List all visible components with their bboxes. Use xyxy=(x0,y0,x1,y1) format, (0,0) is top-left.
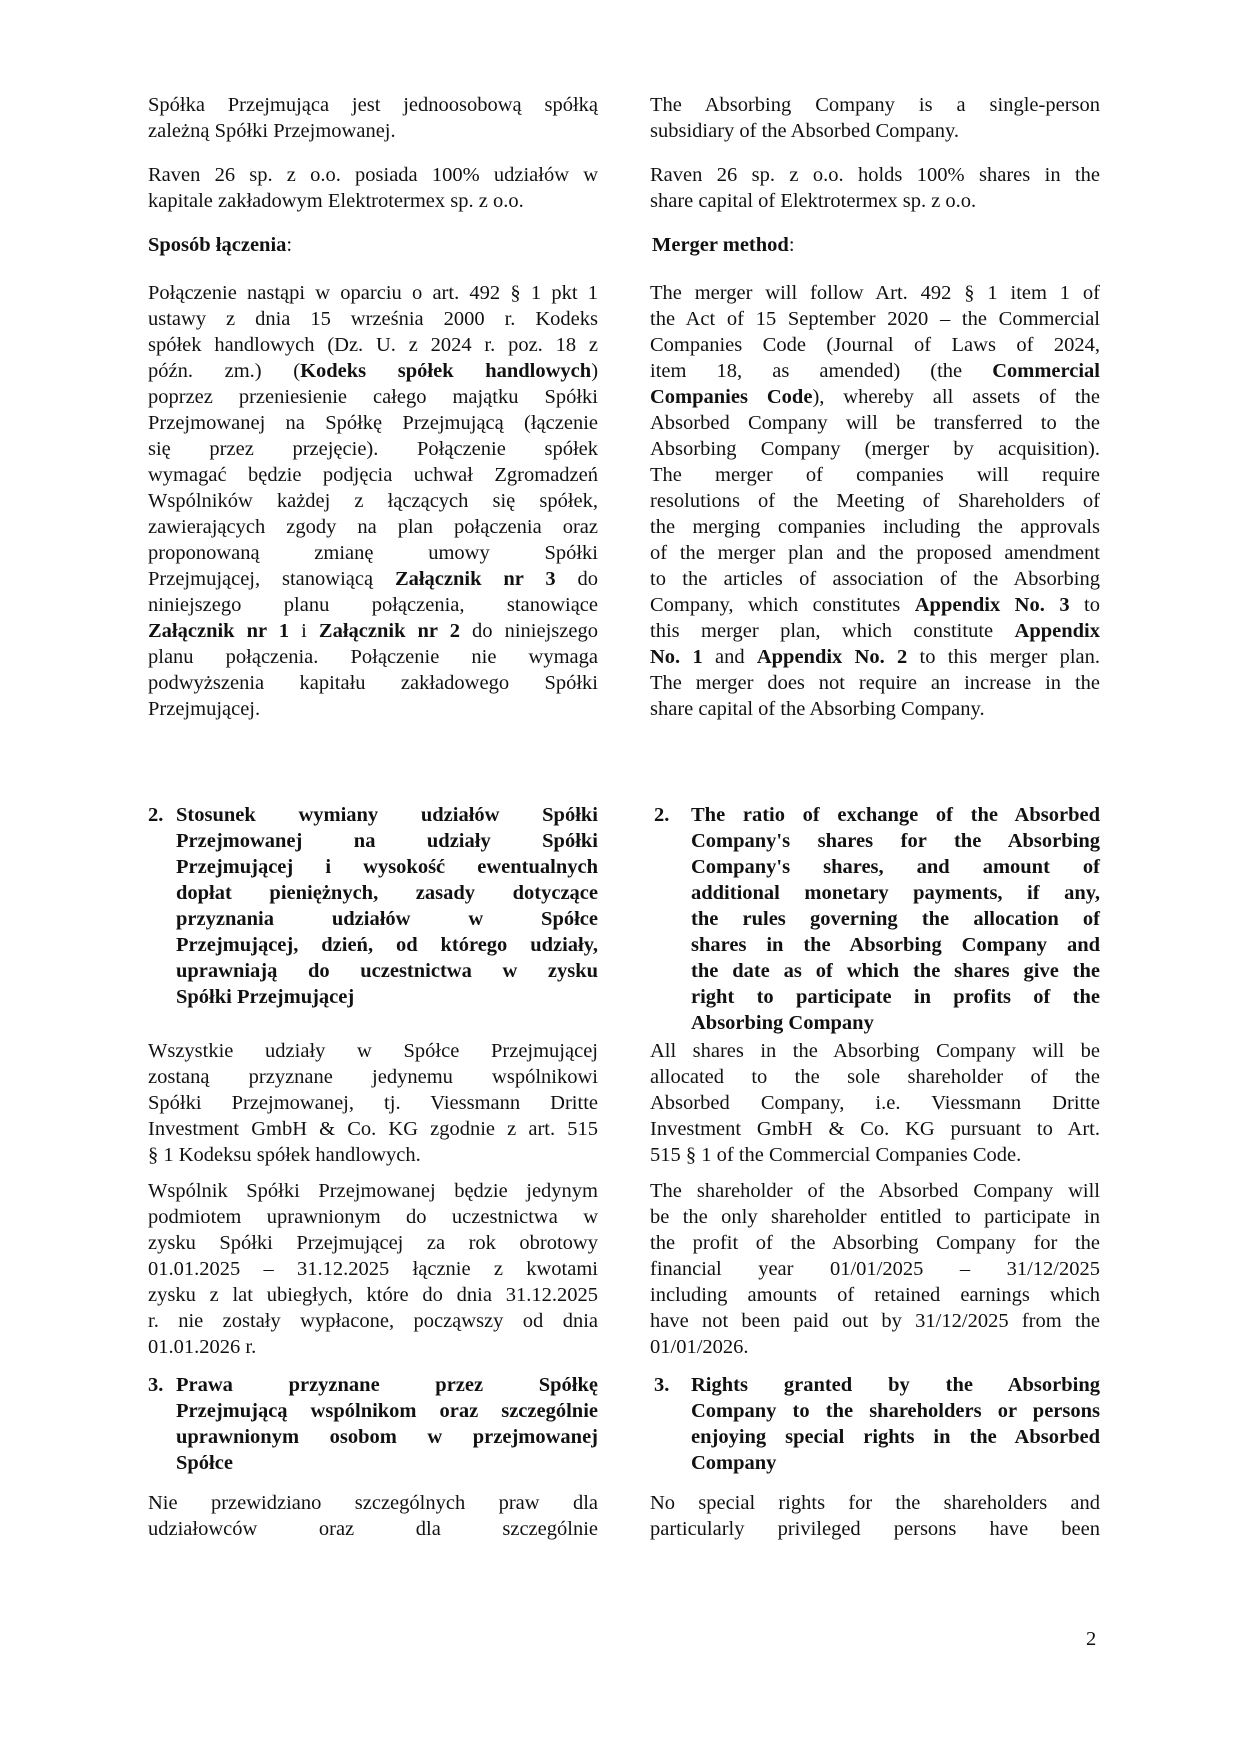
section-label: Merger method xyxy=(652,234,789,256)
text-line: The ratio of exchange of the Absorbed xyxy=(691,804,1100,826)
text-line: Companies Code (Journal of Laws of 2024, xyxy=(650,334,1100,356)
text-line: additional monetary payments, if any, xyxy=(691,882,1100,904)
text-line: particularly privileged persons have been xyxy=(650,1518,1100,1540)
text-line: Przejmującej i wysokość ewentualnych xyxy=(176,856,598,878)
text-line: wymagać będzie podjęcia uchwał Zgromadzeń xyxy=(148,464,598,486)
appendix-reference: Appendix xyxy=(1014,620,1100,642)
text-run: and xyxy=(702,646,757,668)
section-label: Sposób łączenia xyxy=(148,234,287,256)
text-line: the date as of which the shares give the xyxy=(691,960,1100,982)
section-title xyxy=(691,802,1100,1036)
paragraph-shareholding xyxy=(650,162,1100,214)
text-line xyxy=(650,644,1100,670)
paragraph-special-rights xyxy=(650,1490,1100,1542)
text-line: 515 § 1 of the Commercial Companies Code. xyxy=(650,1144,1022,1166)
text-line: Spółki Przejmowanej, tj. Viessmann Dritte xyxy=(148,1092,598,1114)
text-line: dopłat pieniężnych, zasady dotyczące xyxy=(176,882,598,904)
text-line: Rights granted by the Absorbing xyxy=(691,1374,1100,1396)
text-line: the profit of the Absorbing Company for the xyxy=(650,1232,1100,1254)
text-run: do xyxy=(555,568,598,590)
text-line xyxy=(650,358,1100,384)
text-line: Spółce xyxy=(176,1452,233,1474)
text-line: podmiotem uprawnionym do uczestnictwa w xyxy=(148,1206,598,1228)
text-line: Company to the shareholders or persons xyxy=(691,1400,1100,1422)
text-line: zostaną przyznane jedynemu wspólnikowi xyxy=(148,1066,598,1088)
text-line: The merger of companies will require xyxy=(650,464,1100,486)
text-line: resolutions of the Meeting of Shareholders of xyxy=(650,490,1100,512)
text-line: uprawnionym osobom w przejmowanej xyxy=(176,1426,598,1448)
text-line: Absorbed Company will be transferred to the xyxy=(650,412,1100,434)
paragraph-merger-basis xyxy=(148,280,598,722)
text-line: Prawa przyznane przez Spółkę xyxy=(176,1374,598,1396)
page-number: 2 xyxy=(1086,1628,1097,1650)
text-line: subsidiary of the Absorbed Company. xyxy=(650,120,959,142)
text-line: share capital of the Absorbing Company. xyxy=(650,698,985,720)
text-line: Raven 26 sp. z o.o. posiada 100% udziałów w xyxy=(148,164,598,186)
text-line: się przez przejęcie). Połączenie spółek xyxy=(148,438,598,460)
section-number: 3. xyxy=(654,1374,670,1396)
text-line: Wszystkie udziały w Spółce Przejmującej xyxy=(148,1040,598,1062)
section-title xyxy=(691,1372,1100,1476)
text-run: Company, which constitutes xyxy=(650,594,915,616)
text-line: ustawy z dnia 15 września 2000 r. Kodeks xyxy=(148,308,598,330)
text-line: Przejmowanej na Spółkę Przejmującą (łączenie xyxy=(148,412,598,434)
paragraph-subsidiary xyxy=(650,92,1100,144)
text-line xyxy=(148,618,598,644)
paragraph-profit-participation xyxy=(148,1178,598,1360)
text-line: Company xyxy=(691,1452,777,1474)
text-line: udziałowców oraz dla szczególnie xyxy=(148,1518,598,1540)
text-line: spółek handlowych (Dz. U. z 2024 r. poz. 18 z xyxy=(148,334,598,356)
text-line xyxy=(148,358,598,384)
merger-method-label xyxy=(652,232,1102,258)
text-run: ), whereby all assets of the xyxy=(812,386,1101,408)
text-line: The merger will follow Art. 492 § 1 item 1 of xyxy=(650,282,1100,304)
text-line: be the only shareholder entitled to participate in xyxy=(650,1206,1100,1228)
text-line: enjoying special rights in the Absorbed xyxy=(691,1426,1100,1448)
text-line: proponowaną zmianę umowy Spółki xyxy=(148,542,598,564)
text-line: 01.01.2025 – 31.12.2025 łącznie z kwotami xyxy=(148,1258,598,1280)
text-line: The merger does not require an increase in the xyxy=(650,672,1100,694)
text-run: ) xyxy=(591,360,599,382)
text-line: Company's shares for the Absorbing xyxy=(691,830,1100,852)
text-line: allocated to the sole shareholder of the xyxy=(650,1066,1100,1088)
text-line: shares in the Absorbing Company and xyxy=(691,934,1100,956)
text-line: zawierających zgody na plan połączenia oraz xyxy=(148,516,598,538)
text-line: zależną Spółki Przejmowanej. xyxy=(148,120,396,142)
text-line: niniejszego planu połączenia, stanowiące xyxy=(148,594,598,616)
text-line: Absorbing Company xyxy=(691,1012,874,1034)
merger-method-label xyxy=(148,232,598,258)
text-line xyxy=(148,566,598,592)
text-run: i xyxy=(289,620,319,642)
paragraph-shareholding xyxy=(148,162,598,214)
text-run: Przejmującej, stanowiącą xyxy=(148,568,395,590)
paragraph-profit-participation xyxy=(650,1178,1100,1360)
text-line: Wspólników każdej z łączących się spółek, xyxy=(148,490,598,512)
paragraph-share-allocation xyxy=(148,1038,598,1168)
text-line xyxy=(650,384,1100,410)
text-line: No special rights for the shareholders and xyxy=(650,1492,1100,1514)
text-line: Przejmującą wspólnikom oraz szczególnie xyxy=(176,1400,598,1422)
text-line: Spółki Przejmującej xyxy=(176,986,355,1008)
appendix-reference: No. 1 xyxy=(650,646,703,668)
text-run: to xyxy=(1069,594,1101,616)
defined-term: Commercial xyxy=(992,360,1100,382)
text-line: All shares in the Absorbing Company will be xyxy=(650,1040,1100,1062)
appendix-reference: Appendix No. 2 xyxy=(756,646,908,668)
paragraph-merger-basis xyxy=(650,280,1100,722)
label-colon: : xyxy=(788,234,795,256)
text-line: the rules governing the allocation of xyxy=(691,908,1100,930)
text-run: późn. zm.) ( xyxy=(148,360,301,382)
text-line: Stosunek wymiany udziałów Spółki xyxy=(176,804,598,826)
appendix-reference: Załącznik nr 3 xyxy=(394,568,556,590)
text-line: the merging companies including the approvals xyxy=(650,516,1100,538)
text-line: planu połączenia. Połączenie nie wymaga xyxy=(148,646,598,668)
text-line: of the merger plan and the proposed amendment xyxy=(650,542,1100,564)
text-line: 01.01.2026 r. xyxy=(148,1336,257,1358)
defined-term: Companies Code xyxy=(650,386,813,408)
text-line: Raven 26 sp. z o.o. holds 100% shares in the xyxy=(650,164,1100,186)
text-line: financial year 01/01/2025 – 31/12/2025 xyxy=(650,1258,1100,1280)
text-line: to the articles of association of the Absorbing xyxy=(650,568,1100,590)
text-line: Przejmującej, dzień, od którego udziały, xyxy=(176,934,598,956)
text-line: Przejmowanej na udziały Spółki xyxy=(176,830,598,852)
text-line: 01/01/2026. xyxy=(650,1336,749,1358)
text-line: § 1 Kodeksu spółek handlowych. xyxy=(148,1144,421,1166)
text-line: podwyższenia kapitału zakładowego Spółki xyxy=(148,672,598,694)
text-run: do niniejszego xyxy=(459,620,598,642)
text-line: poprzez przeniesienie całego majątku Spółki xyxy=(148,386,598,408)
label-colon: : xyxy=(286,234,293,256)
text-line: kapitale zakładowym Elektrotermex sp. z o.o. xyxy=(148,190,524,212)
section-number: 2. xyxy=(148,804,164,826)
section-title xyxy=(176,802,598,1010)
text-line: Nie przewidziano szczególnych praw dla xyxy=(148,1492,598,1514)
text-line: Spółka Przejmująca jest jednoosobową spółką xyxy=(148,94,598,116)
text-run: this merger plan, which constitute xyxy=(650,620,1015,642)
text-line: Połączenie nastąpi w oparciu o art. 492 § 1 pkt 1 xyxy=(148,282,598,304)
text-line: the Act of 15 September 2020 – the Commercial xyxy=(650,308,1100,330)
section-number: 2. xyxy=(654,804,670,826)
text-line xyxy=(650,592,1100,618)
text-line: The Absorbing Company is a single-person xyxy=(650,94,1100,116)
section-title xyxy=(176,1372,598,1476)
text-line: Absorbing Company (merger by acquisition). xyxy=(650,438,1100,460)
text-line: including amounts of retained earnings which xyxy=(650,1284,1100,1306)
text-line: The shareholder of the Absorbed Company will xyxy=(650,1180,1100,1202)
text-run: to this merger plan. xyxy=(907,646,1100,668)
text-line: Absorbed Company, i.e. Viessmann Dritte xyxy=(650,1092,1100,1114)
text-line: zysku Spółki Przejmującej za rok obrotowy xyxy=(148,1232,598,1254)
appendix-reference: Załącznik nr 2 xyxy=(318,620,460,642)
text-line: right to participate in profits of the xyxy=(691,986,1100,1008)
text-line: r. nie zostały wypłacone, począwszy od dnia xyxy=(148,1310,598,1332)
text-line: have not been paid out by 31/12/2025 from the xyxy=(650,1310,1100,1332)
text-line xyxy=(650,618,1100,644)
paragraph-subsidiary xyxy=(148,92,598,144)
text-line: share capital of Elektrotermex sp. z o.o. xyxy=(650,190,977,212)
text-line: Investment GmbH & Co. KG zgodnie z art. 515 xyxy=(148,1118,598,1140)
text-line: uprawniają do uczestnictwa w zysku xyxy=(176,960,598,982)
section-number: 3. xyxy=(148,1374,164,1396)
text-line: zysku z lat ubiegłych, które do dnia 31.12.2025 xyxy=(148,1284,598,1306)
appendix-reference: Appendix No. 3 xyxy=(914,594,1070,616)
appendix-reference: Załącznik nr 1 xyxy=(148,620,290,642)
paragraph-special-rights xyxy=(148,1490,598,1542)
defined-term: Kodeks spółek handlowych xyxy=(300,360,592,382)
text-run: item 18, as amended) (the xyxy=(650,360,993,382)
text-line: Investment GmbH & Co. KG pursuant to Art. xyxy=(650,1118,1100,1140)
text-line: przyznania udziałów w Spółce xyxy=(176,908,598,930)
paragraph-share-allocation xyxy=(650,1038,1100,1168)
text-line: Company's shares, and amount of xyxy=(691,856,1100,878)
text-line: Przejmującej. xyxy=(148,698,261,720)
text-line: Wspólnik Spółki Przejmowanej będzie jedynym xyxy=(148,1180,598,1202)
